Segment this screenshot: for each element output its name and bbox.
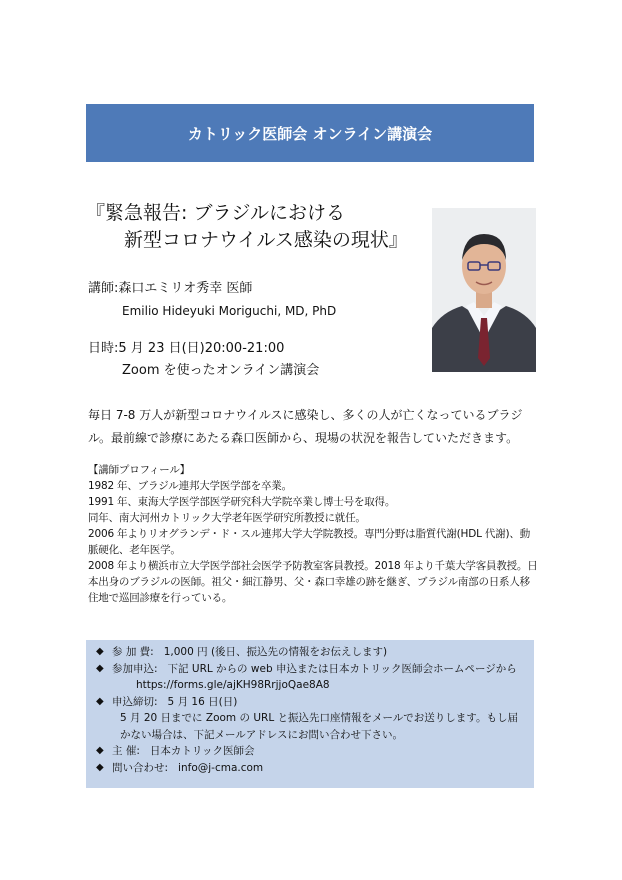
profile-line: 2006 年よりリオグランデ・ド・スル連邦大学大学院教授。専門分野は脂質代謝(HDL 代謝)、動脈硬化、老年医学。 (88, 528, 531, 556)
speaker-name-en: Emilio Hideyuki Moriguchi, MD, PhD (122, 304, 337, 318)
profile-line: 1982 年、ブラジル連邦大学医学部を卒業。 (88, 480, 292, 492)
speaker-profile (88, 462, 540, 606)
profile-line: 2008 年より横浜市立大学医学部社会医学予防教室客員教授。2018 年より千葉大学客員教授。日本出身のブラジルの医師。祖父・細江静男、父・森口幸雄の跡を継ぎ、ブラジル南部の日系人移住地で巡回診療を行っている。 (88, 560, 538, 604)
title-line-2: 新型コロナウイルス感染の現状』 (124, 229, 408, 251)
deadline-note: 5 月 20 日までに Zoom の URL と振込先口座情報をメールでお送りします。もし届かない場合は、下記メールアドレスにお問い合わせ下さい。 (120, 712, 518, 741)
apply-row (96, 661, 524, 678)
apply-url-link[interactable]: https://forms.gle/ajKH98RrjjoQae8A8 (136, 679, 330, 691)
speaker-portrait-illustration (432, 208, 536, 372)
fee-label: 参 加 費: (112, 646, 154, 658)
profile-line: 1991 年、東海大学医学部医学研究科大学院卒業し博士号を取得。 (88, 496, 396, 508)
event-datetime (88, 338, 319, 382)
datetime-value: 5 月 23 日(日)20:00-21:00 (118, 341, 285, 356)
speaker-info (88, 278, 336, 322)
event-banner (86, 104, 534, 162)
title-line-1: 『緊急報告: ブラジルにおける (86, 202, 345, 224)
diamond-bullet-icon: ◆ (96, 761, 104, 773)
contact-row (96, 760, 524, 777)
intro-paragraph: 毎日 7-8 万人が新型コロナウイルスに感染し、多くの人が亡くなっているブラジル。最前線で診療にあたる森口医師から、現場の状況を報告していただきます。 (88, 408, 523, 445)
host-value: 日本カトリック医師会 (149, 745, 255, 757)
speaker-label: 講師: (88, 281, 119, 296)
event-details-box (86, 640, 534, 788)
apply-label: 参加申込: (112, 662, 158, 675)
host-label: 主 催: (112, 745, 140, 757)
speaker-name-jp: 森口エミリオ秀幸 医師 (118, 281, 253, 296)
diamond-bullet-icon: ◆ (96, 695, 104, 707)
fee-value: 1,000 円 (後日、振込先の情報をお伝えします) (163, 646, 388, 658)
diamond-bullet-icon: ◆ (96, 745, 104, 756)
deadline-label: 申込締切: (112, 695, 158, 708)
fee-row (96, 644, 524, 661)
host-row (96, 743, 524, 760)
banner-title: カトリック医師会 オンライン講演会 (187, 124, 433, 143)
profile-line: 同年、南大河州カトリック大学老年医学研究所教授に就任。 (88, 512, 366, 524)
apply-value: 下記 URL からの web 申込または日本カトリック医師会ホームページから (167, 662, 517, 675)
profile-heading: 【講師プロフィール】 (88, 464, 190, 476)
deadline-row (96, 694, 524, 711)
event-format: Zoom を使ったオンライン講演会 (122, 363, 320, 378)
diamond-bullet-icon: ◆ (96, 662, 104, 674)
contact-label: 問い合わせ: (112, 761, 169, 774)
contact-email-link[interactable]: info@j-cma.com (178, 761, 264, 774)
speaker-photo (432, 208, 536, 372)
diamond-bullet-icon: ◆ (96, 646, 104, 657)
lecture-title (86, 200, 426, 254)
deadline-value: 5 月 16 日(日) (167, 695, 238, 708)
datetime-label: 日時: (88, 341, 119, 356)
